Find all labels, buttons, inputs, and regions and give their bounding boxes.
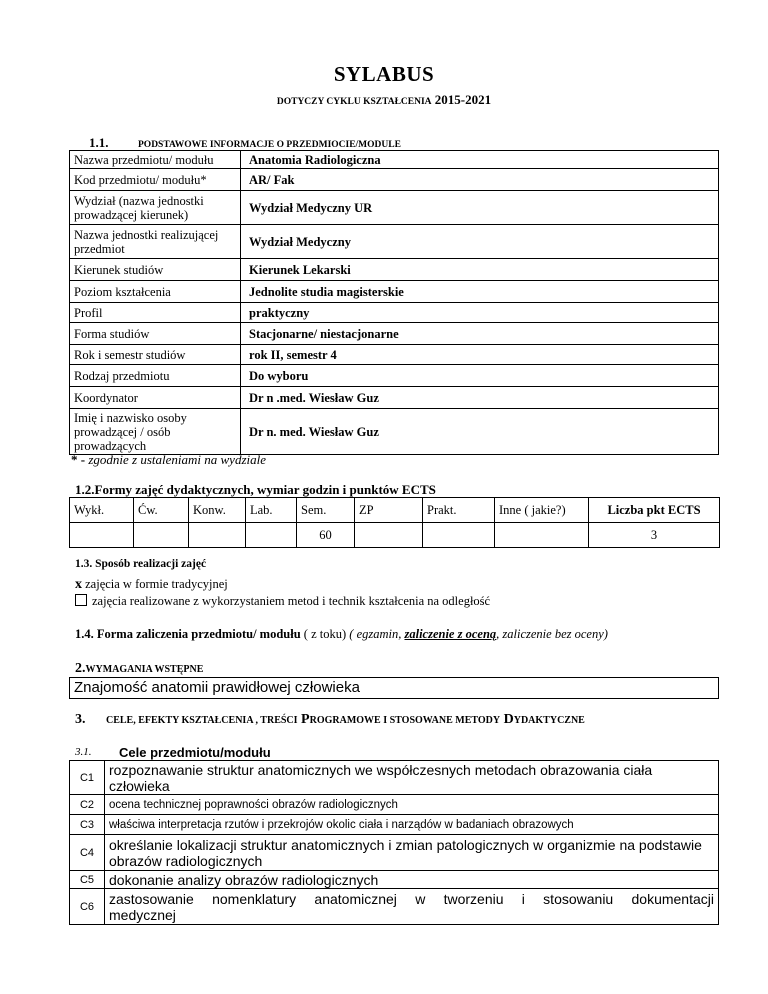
info-label: Wydział (nazwa jednostki prowadzącej kierunek) — [70, 191, 241, 225]
forms-value — [189, 523, 246, 548]
goal-row — [70, 889, 719, 925]
forms-header-ects: Liczba pkt ECTS — [589, 498, 720, 523]
info-label: Profil — [70, 303, 241, 323]
delivery-option-traditional — [75, 577, 228, 593]
info-label: Nazwa przedmiotu/ modułu — [70, 151, 241, 169]
subtitle-caps: DOTYCZY CYKLU KSZTAŁCENIA — [276, 97, 432, 107]
section-3-heading — [75, 712, 585, 728]
section-1-1-title: PODSTAWOWE INFORMACJE O PRZEDMIOCIE/MODULE — [138, 140, 401, 150]
section-3-title-d: D — [503, 712, 514, 727]
info-value: Kierunek Lekarski — [241, 259, 719, 281]
forms-header: Ćw. — [134, 498, 189, 523]
info-value: AR/ Fak — [241, 169, 719, 191]
goal-code: C2 — [70, 795, 105, 815]
section-1-3-heading: 1.3. Sposób realizacji zajęć — [75, 558, 207, 570]
forms-header: Konw. — [189, 498, 246, 523]
checked-x-icon: x — [75, 577, 82, 592]
section-3-title-c: ROGRAMOWE I STOSOWANE METODY — [309, 715, 501, 726]
info-value: Anatomia Radiologiczna — [241, 151, 719, 169]
goal-text: dokonanie analizy obrazów radiologicznych — [105, 871, 719, 889]
forms-value — [423, 523, 495, 548]
forms-value — [246, 523, 297, 548]
goal-text-line1: zastosowanie nomenklatury anatomicznej w tworzeniu i stosowaniu dokumentacji — [109, 890, 714, 907]
info-label: Rodzaj przedmiotu — [70, 365, 241, 387]
delivery-option-remote — [75, 594, 490, 609]
forms-header: Inne ( jakie?) — [495, 498, 589, 523]
goal-row — [70, 835, 719, 871]
goal-code: C1 — [70, 761, 105, 795]
info-value: Stacjonarne/ niestacjonarne — [241, 323, 719, 345]
info-value: praktyczny — [241, 303, 719, 323]
subtitle-years: 2015-2021 — [434, 92, 492, 107]
goal-code: C4 — [70, 835, 105, 871]
goal-code: C6 — [70, 889, 105, 925]
info-label: Koordynator — [70, 387, 241, 409]
goal-text: określanie lokalizacji struktur anatomicznych i zmian patologicznych w organizmie na podstawie obrazów radiologicznych — [105, 835, 719, 871]
forms-header-row — [70, 498, 720, 523]
goal-text: rozpoznawanie struktur anatomicznych we współczesnych metodach obrazowania ciała człowieka — [105, 761, 719, 795]
footnote-star: * - — [71, 452, 86, 467]
section-1-2-heading: 1.2.Formy zajęć dydaktycznych, wymiar godzin i punktów ECTS — [75, 482, 436, 497]
info-label: Poziom kształcenia — [70, 281, 241, 303]
goal-text-line2: medycznej — [109, 906, 176, 923]
info-row — [70, 191, 719, 225]
goal-code: C5 — [70, 871, 105, 889]
info-row — [70, 365, 719, 387]
requirements-table — [69, 677, 719, 699]
section-1-1-heading — [89, 135, 401, 151]
goal-row — [70, 815, 719, 835]
section-1-4-opt-c: , zaliczenie bez oceny) — [496, 627, 608, 641]
info-label: Forma studiów — [70, 323, 241, 345]
section-3-number: 3. — [75, 712, 86, 727]
document-title: SYLABUS — [333, 62, 435, 86]
info-row — [70, 169, 719, 191]
forms-header: Wykł. — [70, 498, 134, 523]
info-label: Rok i semestr studiów — [70, 345, 241, 365]
section-3-1-number: 3.1. — [75, 746, 92, 758]
goal-row — [70, 761, 719, 795]
info-value: Wydział Medyczny UR — [241, 191, 719, 225]
info-value: Jednolite studia magisterskie — [241, 281, 719, 303]
info-row — [70, 259, 719, 281]
info-value: Dr n .med. Wiesław Guz — [241, 387, 719, 409]
section-1-4-opt-selected: zaliczenie z oceną — [404, 627, 497, 641]
info-row — [70, 323, 719, 345]
section-2-number: 2. — [75, 661, 86, 676]
forms-table — [69, 497, 720, 548]
goal-row — [70, 795, 719, 815]
delivery-option-traditional-label: zajęcia w formie tradycyjnej — [85, 577, 228, 591]
section-1-4-heading — [75, 627, 608, 642]
info-row — [70, 409, 719, 455]
goal-text — [105, 889, 719, 925]
forms-header: Sem. — [297, 498, 355, 523]
info-label: Kod przedmiotu/ modułu* — [70, 169, 241, 191]
info-row — [70, 225, 719, 259]
goal-text: ocena technicznej poprawności obrazów radiologicznych — [105, 795, 719, 815]
section-1-4-title: 1.4. Forma zaliczenia przedmiotu/ modułu — [75, 627, 301, 641]
basic-info-table — [69, 150, 719, 455]
section-3-1-title: Cele przedmiotu/modułu — [119, 745, 271, 760]
info-value: Wydział Medyczny — [241, 225, 719, 259]
section-2-title: WYMAGANIA WSTĘPNE — [85, 664, 204, 675]
requirements-content: Znajomość anatomii prawidłowej człowieka — [70, 678, 719, 699]
section-3-title-a: CELE, EFEKTY KSZTAŁCENIA , TREŚCI — [106, 715, 298, 726]
forms-header: Lab. — [246, 498, 297, 523]
footnote — [71, 452, 266, 468]
forms-header: ZP — [355, 498, 423, 523]
delivery-option-remote-label: zajęcia realizowane z wykorzystaniem metod i technik kształcenia na odległość — [92, 594, 491, 608]
forms-value — [134, 523, 189, 548]
section-3-title-e: YDAKTYCZNE — [513, 715, 585, 726]
info-value: Dr n. med. Wiesław Guz — [241, 409, 719, 455]
info-row — [70, 345, 719, 365]
info-row — [70, 303, 719, 323]
goal-text: właściwa interpretacja rzutów i przekrojów okolic ciała i narządów w badaniach obrazowych — [105, 815, 719, 835]
info-label: Nazwa jednostki realizującej przedmiot — [70, 225, 241, 259]
forms-value — [355, 523, 423, 548]
goal-row — [70, 871, 719, 889]
section-1-4-opt-a: ( egzamin, — [349, 627, 402, 641]
footnote-text: zgodnie z ustaleniami na wydziale — [88, 452, 267, 467]
forms-value — [495, 523, 589, 548]
info-row — [70, 387, 719, 409]
forms-value — [70, 523, 134, 548]
section-3-title-b: P — [301, 712, 310, 727]
section-1-4-paren: ( z toku) — [303, 627, 347, 641]
empty-checkbox-icon — [75, 594, 87, 606]
info-label: Kierunek studiów — [70, 259, 241, 281]
document-subtitle — [0, 92, 768, 108]
info-label: Imię i nazwisko osoby prowadzącej / osób prowadzących — [70, 409, 241, 455]
section-1-1-number: 1.1. — [89, 135, 109, 150]
section-2-heading — [75, 661, 203, 677]
forms-value-row — [70, 523, 720, 548]
info-value: Do wyboru — [241, 365, 719, 387]
forms-value-sem: 60 — [297, 523, 355, 548]
forms-header: Prakt. — [423, 498, 495, 523]
forms-value-ects: 3 — [589, 523, 720, 548]
goals-table — [69, 760, 719, 925]
info-row — [70, 151, 719, 169]
goal-code: C3 — [70, 815, 105, 835]
info-row — [70, 281, 719, 303]
info-value: rok II, semestr 4 — [241, 345, 719, 365]
